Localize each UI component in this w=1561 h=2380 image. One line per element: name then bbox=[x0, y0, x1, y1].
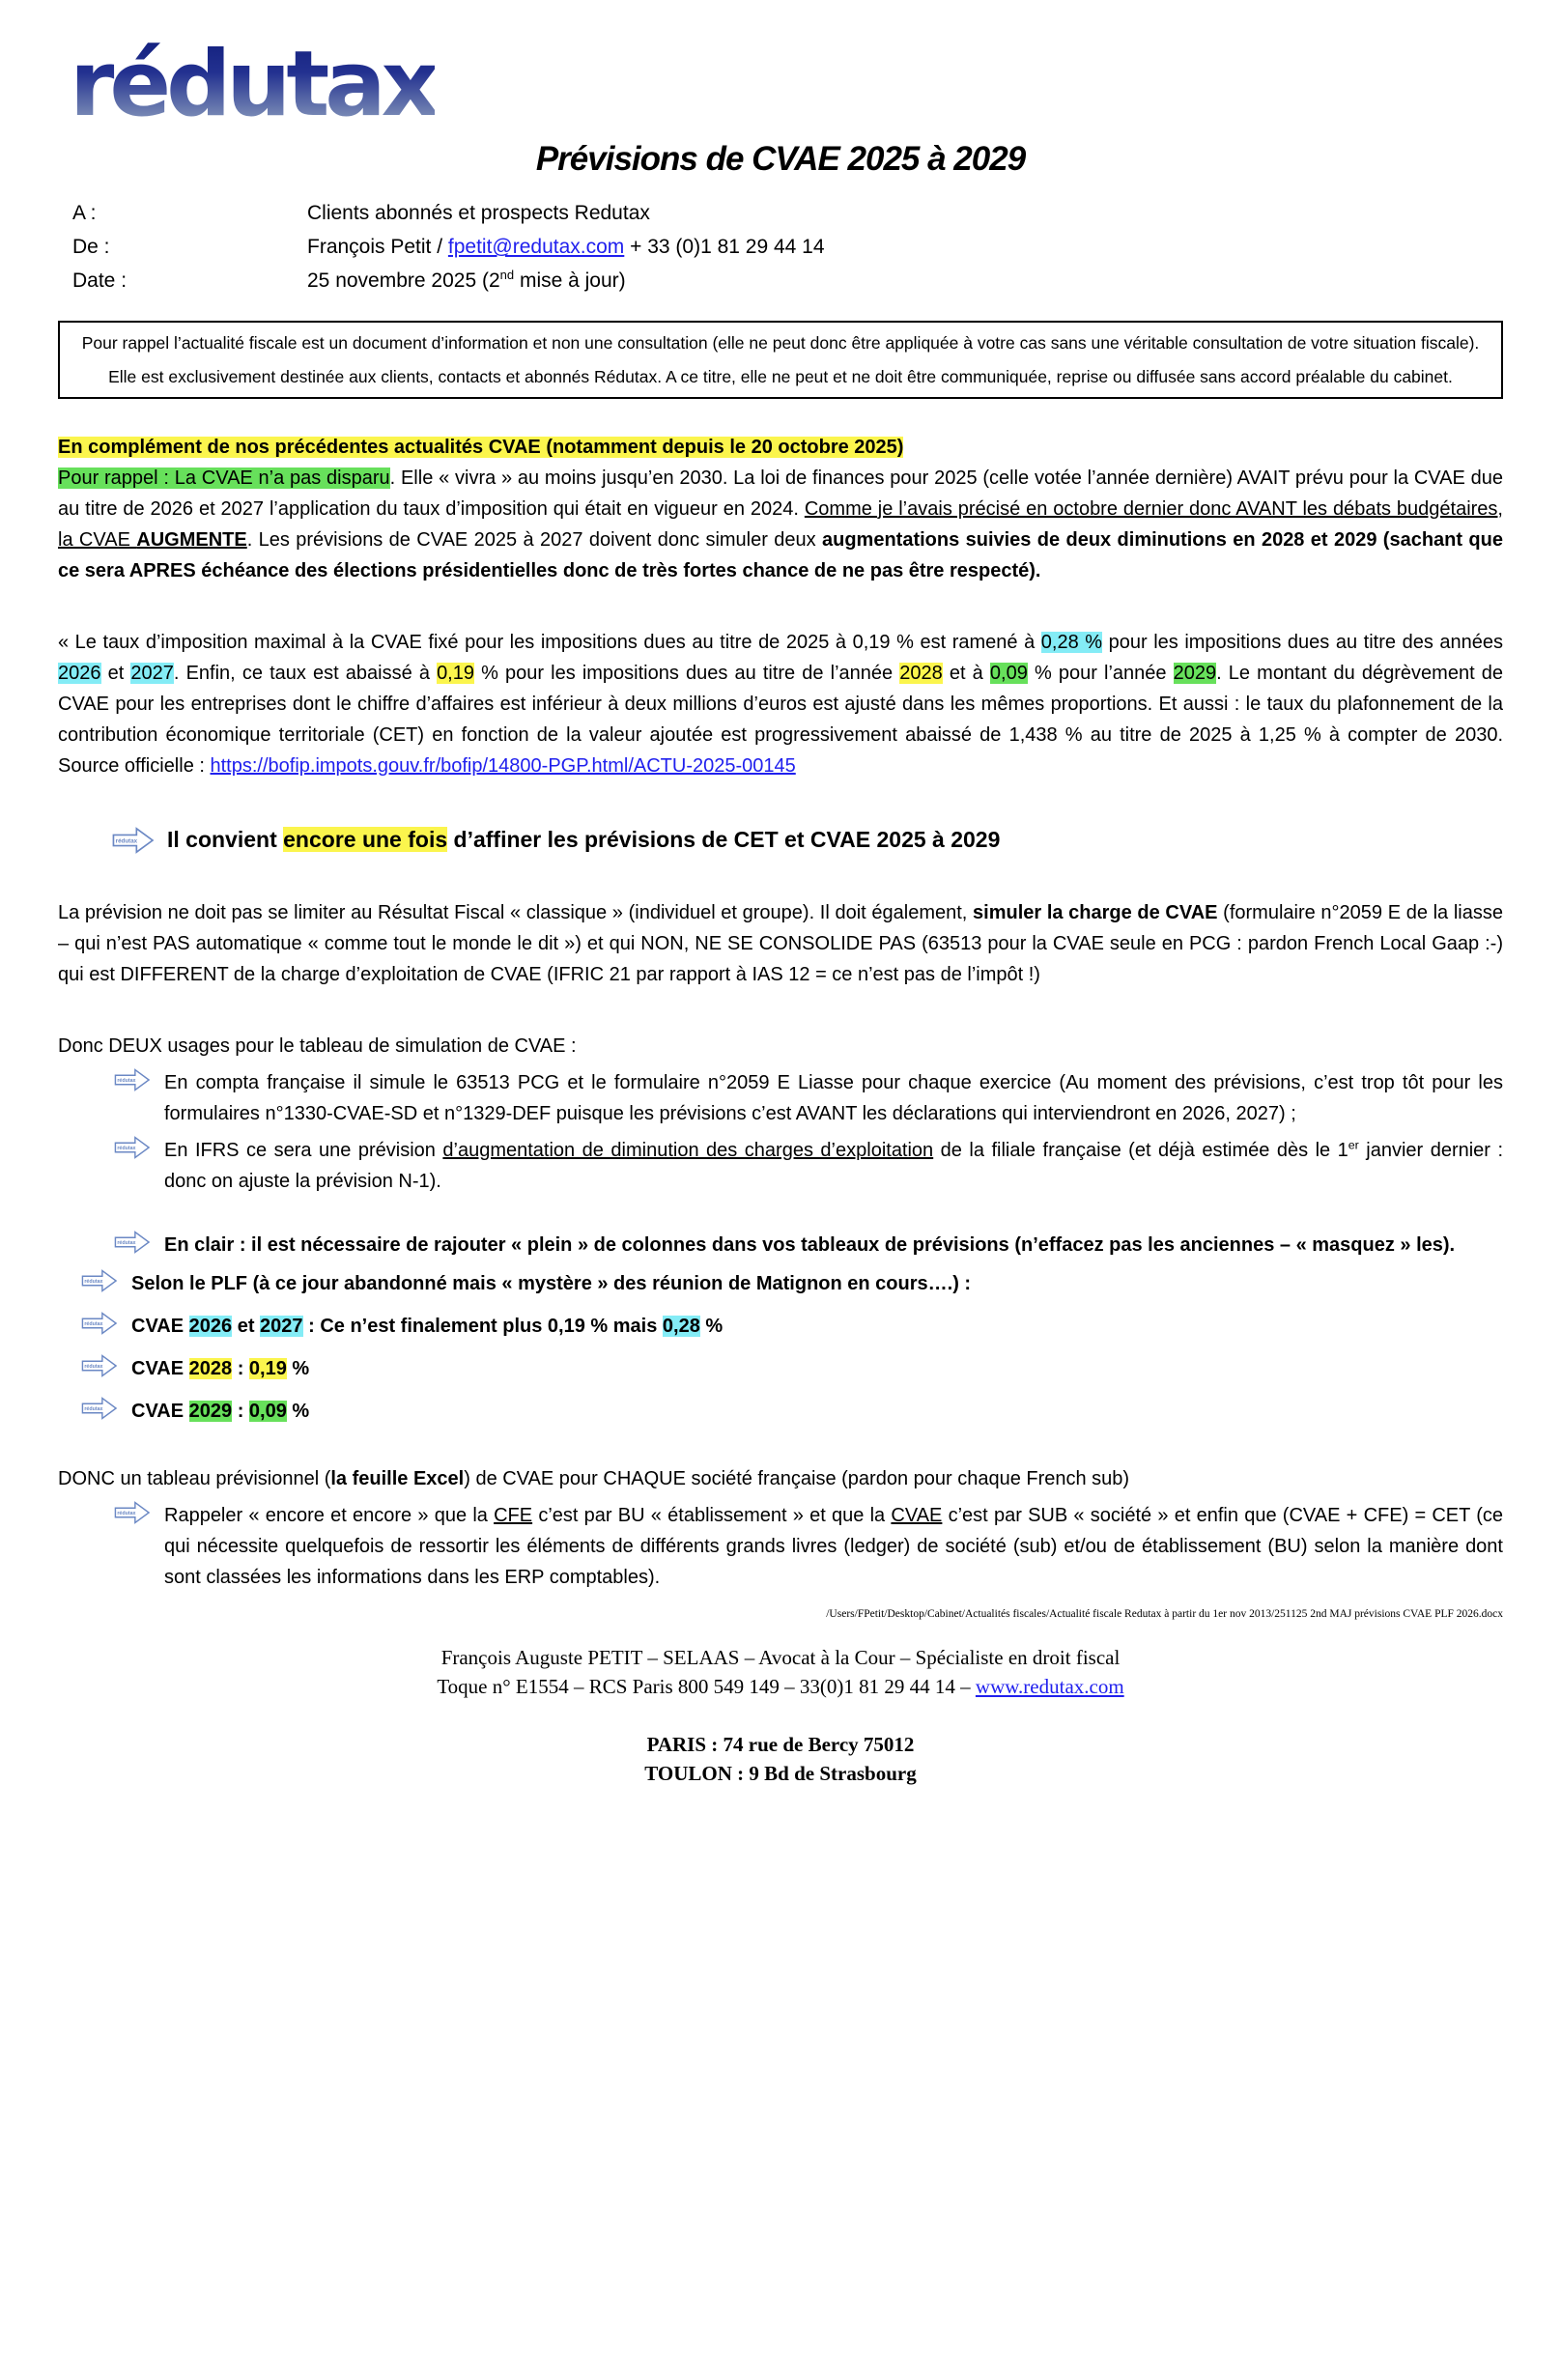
cvae-text: % bbox=[286, 1400, 310, 1422]
header-row-date bbox=[58, 264, 1503, 298]
ifrs-underline: d’augmentation de diminution des charges d’exploitation bbox=[442, 1139, 934, 1161]
footer-line-2 bbox=[58, 1672, 1503, 1701]
cvae-hl-2027: 2027 bbox=[260, 1315, 303, 1337]
file-path: /Users/FPetit/Desktop/Cabinet/Actualités fiscales/Actualité fiscale Redutax à partir du 1er nov 2013/251125 2nd MAJ prévisions CVAE PLF 2026.docx bbox=[826, 1607, 1503, 1620]
cvae-text: : Ce n’est finalement plus 0,19 % mais bbox=[302, 1315, 663, 1337]
redutax-logo: rédutax bbox=[70, 32, 436, 137]
prevision-text-end: (formulaire n°2059 E de la liasse – qui n’est PAS automatique « comme tout le monde le dit ») et qui NON, NE SE CONSOLIDE PAS (63513 pour la CVAE seule en PCG : pardon French Local Gaap :-) qui est DIFFERENT de la charge d’exploitation de CVAE (IFRIC 21 par rapport à IAS 12 = ce n’est pas de l’impôt !) bbox=[58, 901, 1503, 985]
cvae-hl-009: 0,09 bbox=[248, 1400, 287, 1422]
cvae-text: CVAE bbox=[131, 1357, 189, 1379]
page-title: Prévisions de CVAE 2025 à 2029 bbox=[535, 140, 1026, 179]
quote-hl-yellow-2028: 2028 bbox=[899, 662, 943, 684]
bofip-link[interactable]: https://bofip.impots.gouv.fr/bofip/14800-PGP.html/ACTU-2025-00145 bbox=[210, 754, 796, 777]
affiner-seg: Il convient bbox=[167, 827, 284, 853]
cvae-hl-028: 0,28 bbox=[662, 1315, 700, 1337]
point-cvae-2028-text bbox=[131, 1353, 1503, 1384]
letter-header bbox=[58, 196, 1503, 298]
usages-bullet-1 bbox=[114, 1067, 1503, 1129]
point-cvae-2029-text bbox=[131, 1396, 1503, 1427]
tableau-bullet-text bbox=[164, 1500, 1503, 1593]
quote-hl-cyan-rate: 0,28 % bbox=[1040, 631, 1103, 653]
quote-paragraph bbox=[58, 627, 1503, 781]
arrow-label: rédutax bbox=[84, 1363, 103, 1370]
date-label: Date : bbox=[72, 269, 128, 293]
redutax-arrow-icon bbox=[114, 1067, 151, 1092]
intro-bold: augmentations suivies de deux diminutions en 2028 et 2029 (sachant que ce sera APRES échéance des élections présidentielles donc de très fortes chance de ne pas être respecté). bbox=[58, 528, 1503, 581]
footer-line-1: François Auguste PETIT – SELAAS – Avocat à la Cour – Spécialiste en droit fiscal bbox=[440, 1645, 1121, 1669]
intro-augmente: AUGMENTE bbox=[136, 528, 247, 551]
point-en-clair-text: En clair : il est nécessaire de rajouter « plein » de colonnes dans vos tableaux de prévisions (n’effacez pas les anciennes – « masquez » les). bbox=[164, 1233, 1456, 1256]
intro-paragraph bbox=[58, 432, 1503, 586]
intro-headline bbox=[58, 432, 1503, 463]
rappeler-text-3: c’est par SUB « société » et enfin que (CVAE + CFE) = CET (ce qui nécessite quelquefois de ressortir les éléments de différents grands livres (ledger) de société (sub) et/ou de établissement (BU) selon la manière dont sont classées les informations dans les ERP comptables). bbox=[164, 1504, 1503, 1588]
point-cvae-2026-2027 bbox=[81, 1311, 1503, 1342]
cvae-text: : bbox=[232, 1357, 249, 1379]
usages-bullet-2-text bbox=[164, 1135, 1503, 1197]
cvae-text: % bbox=[699, 1315, 724, 1337]
point-cvae-2026-2027-text bbox=[131, 1311, 1503, 1342]
ifrs-text-2: de la filiale française (et déjà estimée dès le 1 bbox=[933, 1139, 1348, 1161]
quote-hl-yellow-rate: 0,19 bbox=[437, 662, 474, 684]
affiner-heading bbox=[111, 826, 1503, 855]
intro-text: . Elle « vivra » au moins jusqu’en 2030. La loi de finances pour 2025 (celle votée l’année dernière) AVAIT prévu pour la CVAE due au titre de 2026 et 2027 l’application du taux d’imposition qui était en vigueur en 2024. bbox=[58, 467, 1503, 520]
cvae-hl-2026: 2026 bbox=[188, 1315, 233, 1337]
quote-text: pour les impositions dues au titre des années bbox=[1102, 631, 1504, 653]
disclaimer-box: Pour rappel l’actualité fiscale est un document d’information et non une consultation (elle ne peut donc être appliquée à votre cas sans une véritable consultation de votre situation fiscale). Elle est exclusivement destinée aux clients, contacts et abonnés Rédutax. A ce titre, elle ne peut et ne doit être communiquée, reprise ou diffusée sans accord préalable du cabinet. bbox=[58, 321, 1503, 398]
from-name: François Petit / bbox=[307, 236, 448, 259]
redutax-arrow-icon bbox=[81, 1353, 118, 1378]
affiner-highlight: encore une fois bbox=[283, 827, 448, 853]
paris-address: PARIS : 74 rue de Bercy 75012 bbox=[646, 1732, 915, 1756]
arrow-label: rédutax bbox=[115, 837, 138, 845]
point-cvae-2028 bbox=[81, 1353, 1503, 1384]
arrow-label: rédutax bbox=[84, 1405, 103, 1412]
tableau-text-end: ) de CVAE pour CHAQUE société française (pardon pour chaque French sub) bbox=[464, 1467, 1130, 1489]
tableau-text: DONC un tableau prévisionnel ( bbox=[58, 1467, 331, 1489]
quote-hl-cyan-2027: 2027 bbox=[130, 662, 174, 684]
header-row-from bbox=[58, 230, 1503, 264]
from-value bbox=[307, 230, 1503, 264]
quote-text: . Le montant du dégrèvement de CVAE pour les entreprises dont le chiffre d’affaires est inférieur à deux millions d’euros est ajusté dans les mêmes proportions. Et aussi : le taux du plafonnement de la contribution économique territoriale (CET) en fonction de la valeur ajoutée est progressivement abaissé de 1,438 % au titre de 2025 à 1,25 % à compter de 2030. Source officielle : bbox=[58, 662, 1504, 777]
footer bbox=[58, 1643, 1503, 1701]
rappeler-text-2: c’est par BU « établissement » et que la bbox=[532, 1504, 892, 1526]
cvae-text: CVAE bbox=[131, 1400, 189, 1422]
tableau-bullet bbox=[114, 1500, 1503, 1593]
cvae-hl-019: 0,19 bbox=[248, 1357, 287, 1379]
quote-hl-green-2029: 2029 bbox=[1173, 662, 1217, 684]
cvae-text: % bbox=[286, 1357, 310, 1379]
point-plf-text: Selon le PLF (à ce jour abandonné mais « mystère » des réunion de Matignon en cours….) : bbox=[131, 1272, 972, 1294]
website-link[interactable]: www.redutax.com bbox=[975, 1674, 1124, 1698]
cvae-text: CVAE bbox=[131, 1315, 189, 1337]
date-value bbox=[307, 264, 1503, 298]
cvae-text: et bbox=[232, 1315, 261, 1337]
quote-text: et bbox=[100, 662, 131, 684]
prevision-paragraph bbox=[58, 897, 1503, 990]
header-row-to bbox=[58, 196, 1503, 230]
usages-title: Donc DEUX usages pour le tableau de simulation de CVAE : bbox=[58, 1034, 577, 1057]
redutax-arrow-icon bbox=[114, 1500, 151, 1525]
tableau-bold: la feuille Excel bbox=[330, 1467, 465, 1489]
to-label: A : bbox=[72, 202, 97, 225]
affiner-text bbox=[167, 827, 1000, 853]
intro-underline: Comme je l’avais précisé en octobre dernier donc AVANT les débats budgétaires, la CVAE bbox=[58, 497, 1503, 551]
redutax-arrow-icon bbox=[111, 826, 156, 855]
ifrs-sup: er bbox=[1348, 1137, 1359, 1151]
addresses bbox=[58, 1730, 1503, 1788]
prevision-bold: simuler la charge de CVAE bbox=[973, 901, 1218, 923]
from-phone: + 33 (0)1 81 29 44 14 bbox=[624, 236, 825, 259]
usages-bullet-1-text: En compta française il simule le 63513 PCG et le formulaire n°2059 E Liasse pour chaque exercice (Au moment des prévisions, c’est trop tôt pour les formulaires n°1330-CVAE-SD et n°1329-DEF puisque les prévisions c’est AVANT les déclarations qui interviendront en 2026, 2027) ; bbox=[164, 1071, 1503, 1124]
intro-highlight-green: Pour rappel : La CVAE n’a pas disparu bbox=[58, 467, 390, 489]
redutax-arrow-icon bbox=[114, 1135, 151, 1160]
tableau-paragraph bbox=[58, 1463, 1503, 1494]
point-plf bbox=[81, 1268, 1503, 1299]
from-label: De : bbox=[72, 236, 110, 259]
date-text-end: mise à jour) bbox=[514, 269, 626, 293]
email-link[interactable]: fpetit@redutax.com bbox=[447, 236, 625, 259]
date-sup: nd bbox=[499, 268, 515, 283]
cvae-text: : bbox=[232, 1400, 249, 1422]
redutax-arrow-icon bbox=[114, 1230, 151, 1255]
quote-hl-green-rate: 0,09 bbox=[989, 662, 1028, 684]
arrow-label: rédutax bbox=[84, 1278, 103, 1285]
arrow-label: rédutax bbox=[117, 1145, 136, 1151]
cvae-hl-2028: 2028 bbox=[188, 1357, 233, 1379]
cvae-underline: CVAE bbox=[891, 1504, 943, 1526]
ifrs-text-3: janvier dernier : donc on ajuste la prévision N-1). bbox=[164, 1139, 1503, 1192]
intro-text-2: . Les prévisions de CVAE 2025 à 2027 doivent donc simuler deux bbox=[246, 528, 822, 551]
redutax-arrow-icon bbox=[81, 1268, 118, 1293]
arrow-label: rédutax bbox=[117, 1510, 136, 1516]
ifrs-text: En IFRS ce sera une prévision bbox=[164, 1139, 443, 1161]
intro-body bbox=[58, 463, 1503, 586]
footer-registration: Toque n° E1554 – RCS Paris 800 549 149 – 33(0)1 81 29 44 14 – bbox=[437, 1674, 976, 1698]
point-cvae-2029 bbox=[81, 1396, 1503, 1427]
rappeler-text: Rappeler « encore et encore » que la bbox=[164, 1504, 495, 1526]
intro-highlight-yellow: En complément de nos précédentes actualités CVAE (notamment depuis le 20 octobre 2025) bbox=[58, 436, 904, 458]
toulon-address: TOULON : 9 Bd de Strasbourg bbox=[644, 1761, 917, 1785]
cvae-hl-2029: 2029 bbox=[188, 1400, 233, 1422]
to-value: Clients abonnés et prospects Redutax bbox=[307, 202, 650, 225]
prevision-text: La prévision ne doit pas se limiter au Résultat Fiscal « classique » (individuel et groupe). Il doit également, bbox=[58, 901, 974, 923]
quote-text: . Enfin, ce taux est abaissé à bbox=[173, 662, 438, 684]
arrow-label: rédutax bbox=[117, 1077, 136, 1084]
arrow-label: rédutax bbox=[84, 1320, 103, 1327]
redutax-arrow-icon bbox=[81, 1311, 118, 1336]
cfe-underline: CFE bbox=[494, 1504, 533, 1526]
date-text: 25 novembre 2025 (2 bbox=[307, 269, 500, 293]
logo-block bbox=[58, 32, 1503, 137]
quote-text: « Le taux d’imposition maximal à la CVAE fixé pour les impositions dues au titre de 2025 à 0,19 % est ramené à bbox=[58, 631, 1041, 653]
affiner-seg-end: d’affiner les prévisions de CET et CVAE 2025 à 2029 bbox=[447, 827, 1001, 853]
redutax-arrow-icon bbox=[81, 1396, 118, 1421]
arrow-label: rédutax bbox=[117, 1239, 136, 1246]
quote-hl-cyan-2026: 2026 bbox=[58, 662, 101, 684]
usages-bullet-2 bbox=[114, 1135, 1503, 1197]
quote-text: et à bbox=[942, 662, 990, 684]
quote-text: % pour les impositions dues au titre de l’année bbox=[474, 662, 900, 684]
point-en-clair bbox=[114, 1230, 1503, 1261]
key-points bbox=[58, 1230, 1503, 1427]
quote-text: % pour l’année bbox=[1027, 662, 1174, 684]
